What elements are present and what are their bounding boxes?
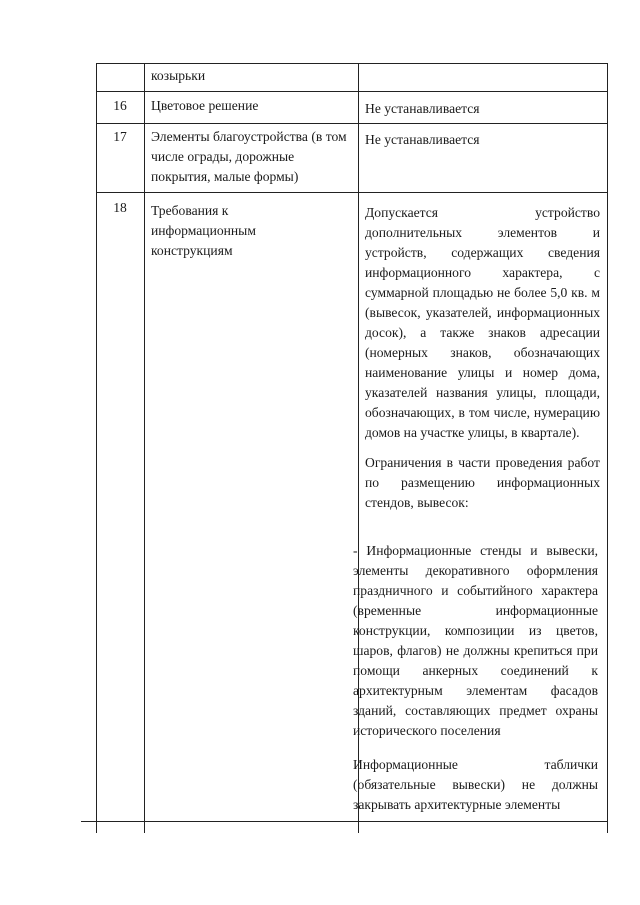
row-value: Не устанавливается <box>365 132 480 147</box>
table-border-right <box>607 63 608 833</box>
row-divider <box>96 91 608 92</box>
column-divider <box>144 63 145 833</box>
paragraph: Ограничения в части проведения работ по размещению информационных стендов, вывесок: <box>365 455 600 510</box>
table-border-bottom <box>81 821 608 822</box>
row-value-text <box>365 203 600 523</box>
row-value-text <box>353 541 598 815</box>
row-value: Не устанавливается <box>365 101 480 116</box>
table-border-left <box>96 63 97 833</box>
row-number: 18 <box>113 200 127 215</box>
table-border-top <box>96 63 608 64</box>
paragraph: Информационные таблички (обязательные вывески) не должны закрывать архитектурные элементы <box>353 757 598 812</box>
row-title: Элементы благоустройства (в том числе ограды, дорожные покрытия, малые формы) <box>151 129 347 184</box>
row-title: козырьки <box>151 68 206 83</box>
row-divider <box>96 123 608 124</box>
document-table <box>96 63 608 833</box>
row-title: Цветовое решение <box>151 98 259 113</box>
row-title: Требования к информационным конструкциям <box>151 203 256 258</box>
row-number: 16 <box>113 98 127 113</box>
row-number: 17 <box>113 129 127 144</box>
row-divider <box>96 192 608 193</box>
paragraph: - Информационные стенды и вывески, элементы декоративного оформления праздничного и событийного характера (временные информационные конструкции, композиции из цветов, шаров, флагов) не должны крепиться при помощи анкерных соединений к архитектурным элементам фасадов зданий, составляющих предмет охраны исторического поселения <box>353 543 598 738</box>
paragraph: Допускается устройство дополнительных элементов и устройств, содержащих сведения информационного характера, с суммарной площадью не более 5,0 кв. м (вывесок, указателей, информационных досок), а также знаков адресации (номерных знаков, обозначающих наименование улицы и номер дома, указателей названия улицы, площади, обозначающих, в том числе, нумерацию домов на участке улицы, в квартале). <box>365 205 600 440</box>
